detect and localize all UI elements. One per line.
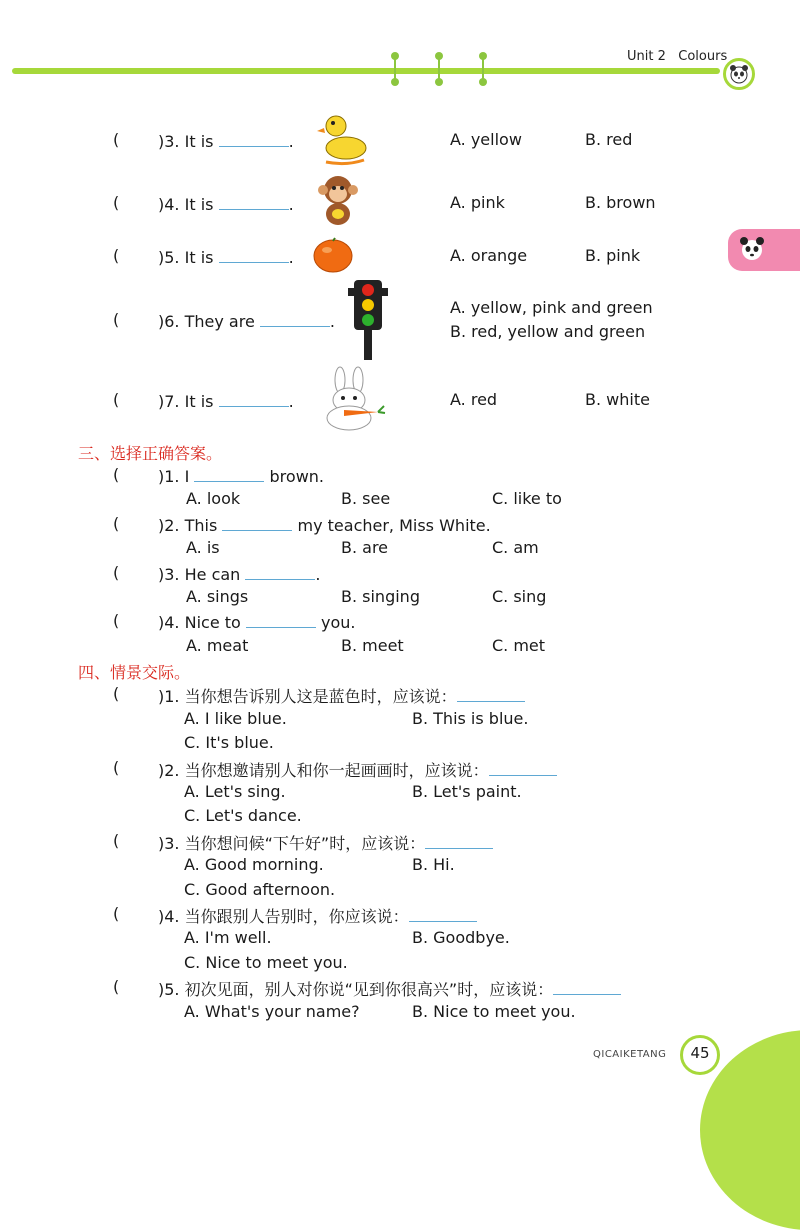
answer-blank[interactable] [219,390,289,407]
question-text: )4. 当你跟别人告别时，你应该说： [158,904,477,927]
question-text: )3. 当你想问候“下午好”时，应该说： [158,831,493,854]
answer-blank[interactable] [260,310,330,327]
duck-icon [316,110,370,166]
question-text: )3. He can . [158,565,321,584]
question-text: )5. It is . [158,248,294,267]
panda-face-icon [723,58,755,90]
answer-blank[interactable] [219,130,289,147]
panda-icon [738,235,766,263]
question-text: )1. I brown. [158,467,324,486]
question-text: )3. It is . [158,132,294,151]
header-bar [12,68,720,74]
answer-blank[interactable] [222,514,292,531]
section-title: 四、情景交际。 [78,663,191,682]
traffic-light-icon [348,278,388,360]
answer-blank[interactable] [553,978,621,995]
question-text: )2. This my teacher, Miss White. [158,516,491,535]
question-text: )7. It is . [158,392,294,411]
question-text: )4. It is . [158,195,294,214]
question-text: )2. 当你想邀请别人和你一起画画时，应该说： [158,758,557,781]
page-number: 45 [690,1044,710,1062]
answer-blank[interactable] [219,246,289,263]
answer-blank[interactable] [194,465,264,482]
answer-blank[interactable] [219,193,289,210]
ring-binder-peg [479,52,487,86]
question-text: )4. Nice to you. [158,613,356,632]
ring-binder-peg [391,52,399,86]
rabbit-icon [314,366,386,432]
orange-fruit-icon [312,236,354,274]
unit-title: Unit 2 Colours [627,49,728,64]
answer-blank[interactable] [457,685,525,702]
ring-binder-peg [435,52,443,86]
answer-blank[interactable] [245,563,315,580]
section-title: 三、选择正确答案。 [78,444,223,463]
question-text: )6. They are . [158,312,335,331]
answer-blank[interactable] [246,611,316,628]
question-text: )5. 初次见面，别人对你说“见到你很高兴”时，应该说： [158,977,621,1000]
side-tab [728,229,800,271]
answer-blank[interactable] [409,905,477,922]
monkey-icon [316,172,360,228]
answer-blank[interactable] [489,759,557,776]
answer-blank[interactable] [425,832,493,849]
brand-label: QICAIKETANG [593,1049,667,1060]
question-text: )1. 当你想告诉别人这是蓝色时，应该说： [158,684,525,707]
